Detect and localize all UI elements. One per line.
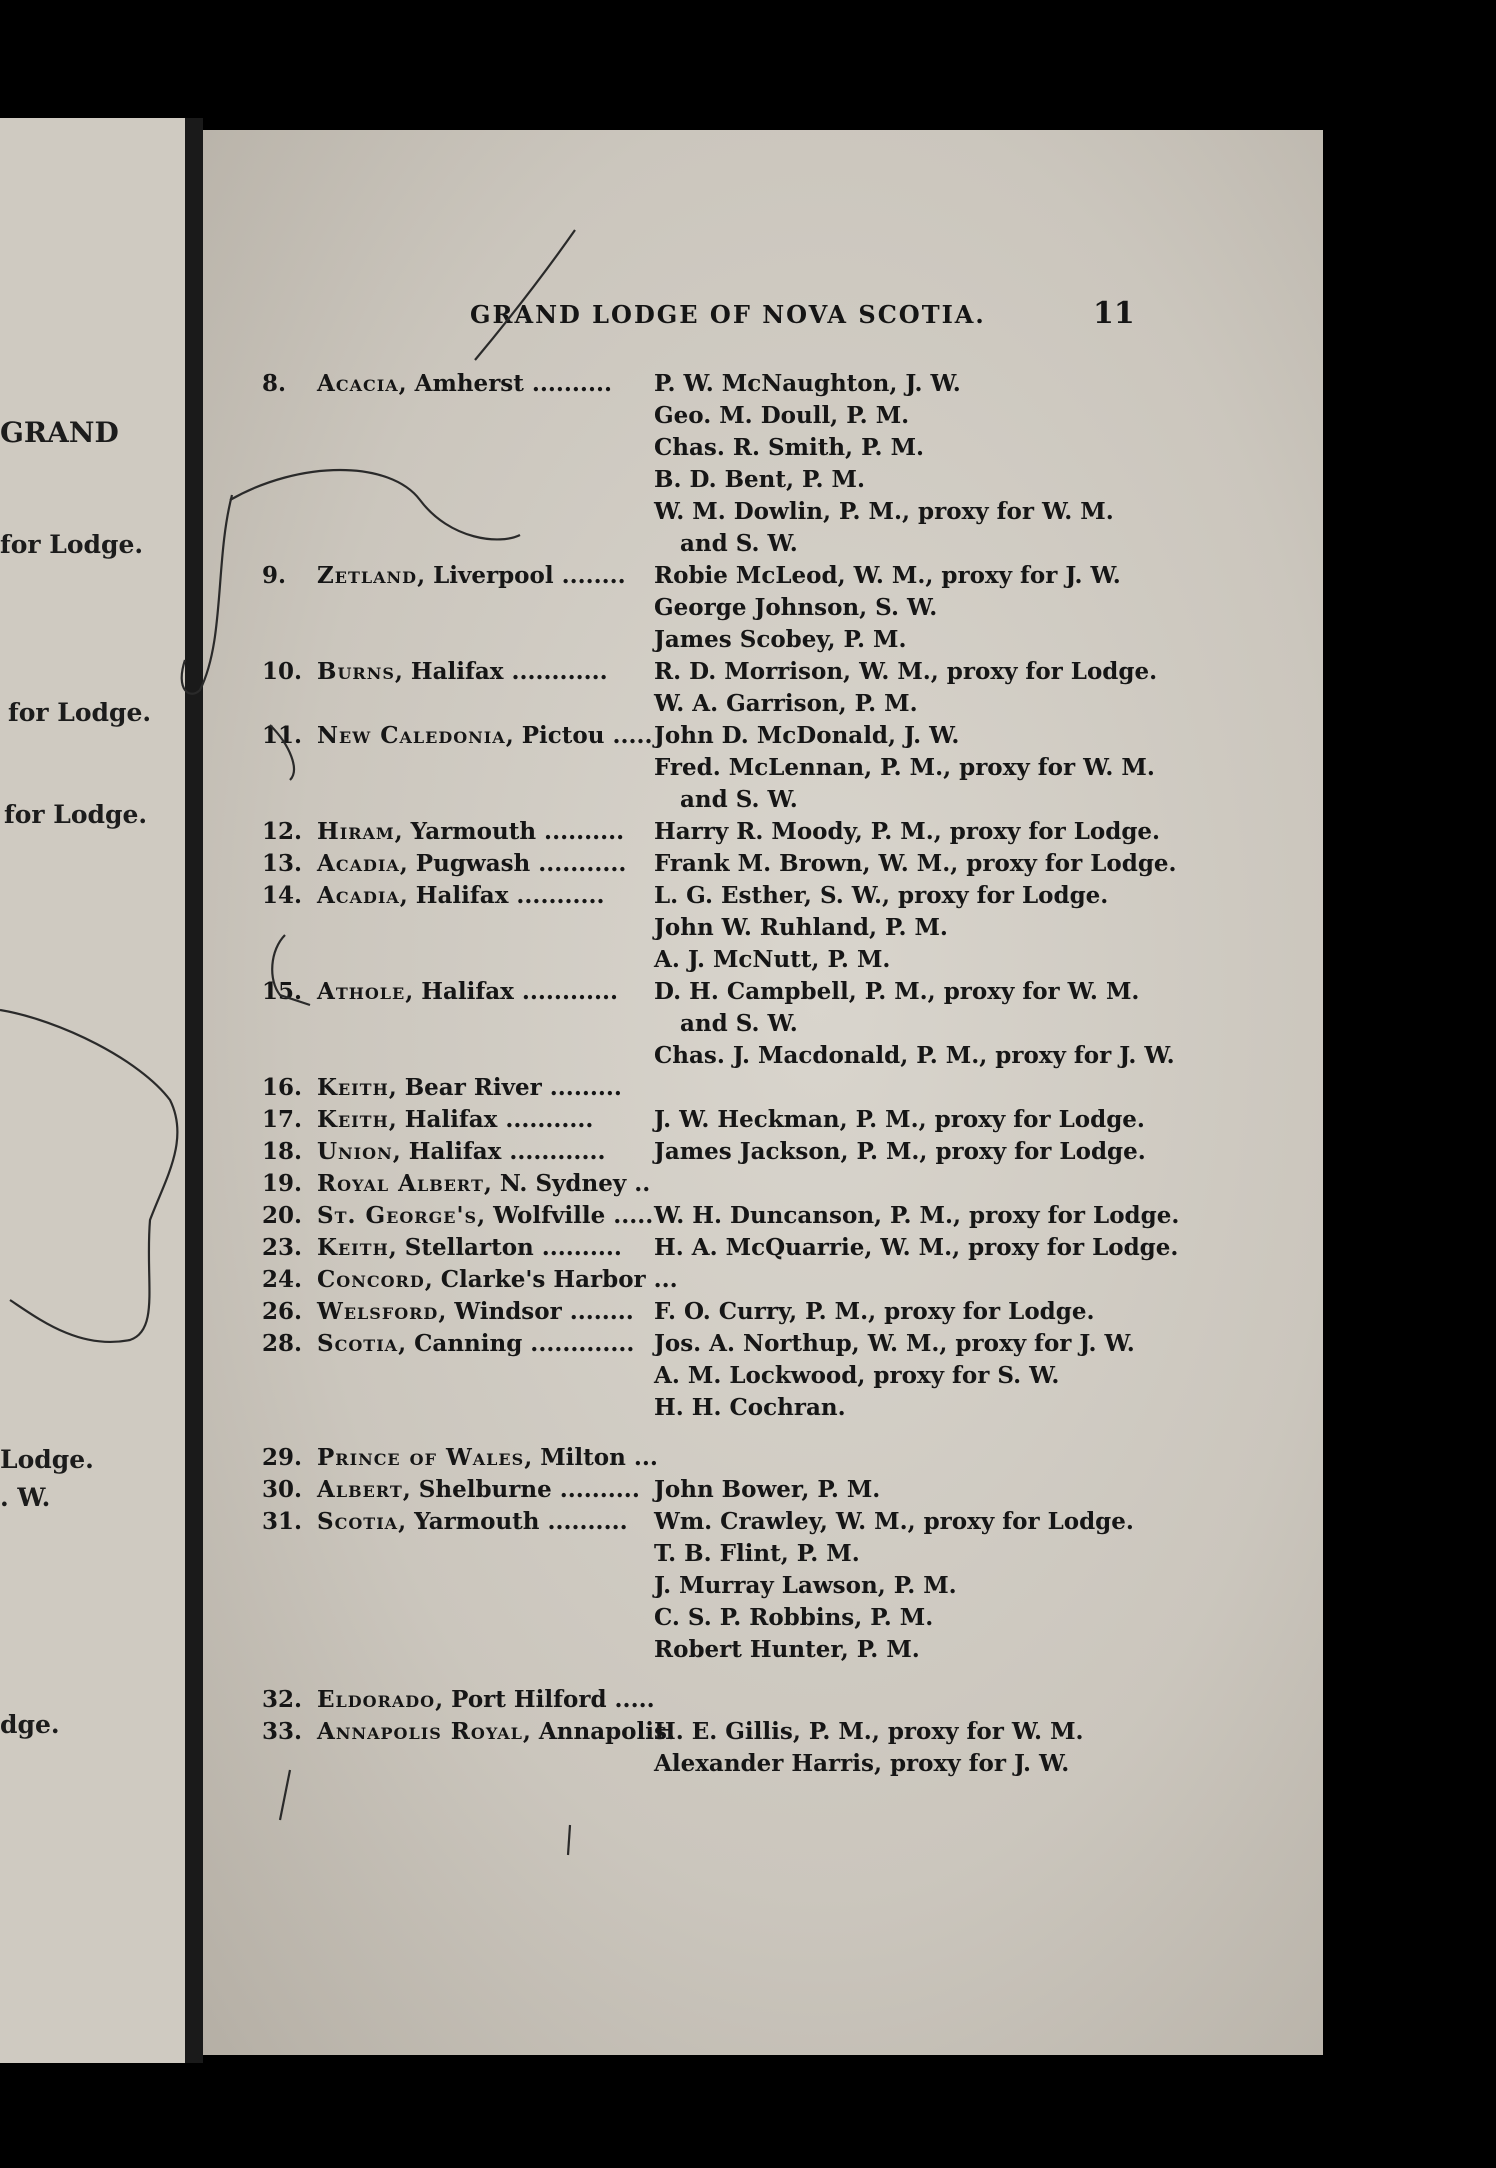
representative-continuation — [262, 1604, 1322, 1636]
representative: A. J. McNutt, P. M. — [654, 946, 891, 973]
representative: P. W. McNaughton, J. W. — [654, 370, 961, 397]
lodge-label — [317, 882, 605, 909]
representative-continuation — [262, 434, 1322, 466]
lodge-entry — [262, 1138, 1322, 1170]
representative: John Bower, P. M. — [654, 1476, 881, 1503]
lodge-entry — [262, 1202, 1322, 1234]
representative: H. A. McQuarrie, W. M., proxy for Lodge. — [654, 1234, 1179, 1261]
lodge-number: 31. — [262, 1508, 303, 1535]
lodge-number: 9. — [262, 562, 287, 589]
lodge-name: Keith — [317, 1074, 389, 1101]
lodge-entry — [262, 1298, 1322, 1330]
representative-continuation — [262, 690, 1322, 722]
representative: Chas. R. Smith, P. M. — [654, 434, 925, 461]
lodge-label — [317, 562, 626, 589]
lodge-number: 10. — [262, 658, 303, 685]
lodge-entry — [262, 1718, 1322, 1750]
lodge-number: 17. — [262, 1106, 303, 1133]
representative: George Johnson, S. W. — [654, 594, 938, 621]
spacer — [262, 1426, 1322, 1444]
lodge-number: 19. — [262, 1170, 303, 1197]
representative-continuation — [262, 1362, 1322, 1394]
representative: Fred. McLennan, P. M., proxy for W. M. — [654, 754, 1155, 781]
representative: L. G. Esther, S. W., proxy for Lodge. — [654, 882, 1109, 909]
representative: B. D. Bent, P. M. — [654, 466, 865, 493]
left-page-fragment: Lodge. — [0, 1445, 94, 1474]
representative-continuation — [262, 1750, 1322, 1782]
lodge-name: Union — [317, 1138, 393, 1165]
lodge-name: Albert — [317, 1476, 403, 1503]
lodge-place: , Pictou ..... — [505, 722, 653, 749]
lodge-number: 20. — [262, 1202, 303, 1229]
lodge-entry — [262, 1444, 1322, 1476]
lodge-place: , Shelburne .......... — [402, 1476, 640, 1503]
lodge-label — [317, 722, 653, 749]
lodge-place: , Clarke's Harbor ... — [424, 1266, 678, 1293]
representative: Frank M. Brown, W. M., proxy for Lodge. — [654, 850, 1177, 877]
lodge-number: 26. — [262, 1298, 303, 1325]
lodge-place: , Windsor ........ — [438, 1298, 634, 1325]
representative-continuation — [262, 754, 1322, 786]
lodge-place: , Halifax ........... — [388, 1106, 594, 1133]
lodge-entry — [262, 722, 1322, 754]
representative: H. H. Cochran. — [654, 1394, 846, 1421]
representative: A. M. Lockwood, proxy for S. W. — [654, 1362, 1060, 1389]
representative-continuation — [262, 1010, 1322, 1042]
lodge-name: Hiram — [317, 818, 395, 845]
lodge-name: Concord — [317, 1266, 425, 1293]
lodge-entry — [262, 370, 1322, 402]
left-page-fragment: GRAND — [0, 416, 119, 449]
representative-continuation — [262, 1636, 1322, 1668]
lodge-entry — [262, 562, 1322, 594]
lodge-label — [317, 1444, 658, 1471]
lodge-number: 24. — [262, 1266, 303, 1293]
lodge-name: Burns — [317, 658, 395, 685]
lodge-place: , Milton ... — [524, 1444, 658, 1471]
lodge-name: Prince of Wales — [317, 1444, 525, 1471]
lodge-place: , Wolfville ..... — [477, 1202, 654, 1229]
left-page-fragment: for Lodge. — [0, 530, 144, 559]
representative: Chas. J. Macdonald, P. M., proxy for J. W. — [654, 1042, 1175, 1069]
representative: Geo. M. Doull, P. M. — [654, 402, 910, 429]
lodge-label — [317, 658, 608, 685]
lodge-name: Welsford — [317, 1298, 439, 1325]
representative-continuation — [262, 786, 1322, 818]
representative: Alexander Harris, proxy for J. W. — [654, 1750, 1070, 1777]
representative-continuation — [262, 946, 1322, 978]
representative-continuation — [262, 1042, 1322, 1074]
lodge-label — [317, 1074, 622, 1101]
lodge-label — [317, 1170, 650, 1197]
representative: and S. W. — [680, 530, 798, 557]
representative-continuation — [262, 402, 1322, 434]
lodge-place: , Amherst .......... — [398, 370, 612, 397]
lodge-entry — [262, 1686, 1322, 1718]
lodge-name: Annapolis Royal — [317, 1718, 523, 1745]
representative: and S. W. — [680, 1010, 798, 1037]
representative: Robert Hunter, P. M. — [654, 1636, 920, 1663]
representative: D. H. Campbell, P. M., proxy for W. M. — [654, 978, 1140, 1005]
lodge-label — [317, 1106, 593, 1133]
lodge-number: 11. — [262, 722, 303, 749]
lodge-entry — [262, 978, 1322, 1010]
lodge-number: 29. — [262, 1444, 303, 1471]
representative: W. H. Duncanson, P. M., proxy for Lodge. — [654, 1202, 1180, 1229]
lodge-name: New Caledonia — [317, 722, 506, 749]
lodge-place: , Halifax ............ — [394, 658, 608, 685]
lodge-entry — [262, 1234, 1322, 1266]
lodge-name: Athole — [317, 978, 406, 1005]
lodge-entry — [262, 1476, 1322, 1508]
lodge-number: 28. — [262, 1330, 303, 1357]
lodge-number: 15. — [262, 978, 303, 1005]
representative-continuation — [262, 1572, 1322, 1604]
lodge-entry — [262, 882, 1322, 914]
lodge-name: Keith — [317, 1106, 389, 1133]
left-page-fragment: for Lodge. — [8, 698, 152, 727]
lodge-label — [317, 370, 612, 397]
representative: F. O. Curry, P. M., proxy for Lodge. — [654, 1298, 1095, 1325]
representative: R. D. Morrison, W. M., proxy for Lodge. — [654, 658, 1158, 685]
lodge-number: 12. — [262, 818, 303, 845]
representative-continuation — [262, 466, 1322, 498]
lodge-place: , Port Hilford ..... — [435, 1686, 655, 1713]
lodge-place: , Annapolis. — [522, 1718, 675, 1745]
lodge-entry — [262, 1106, 1322, 1138]
lodge-name: Royal Albert — [317, 1170, 484, 1197]
lodge-entry — [262, 1074, 1322, 1106]
lodge-place: , Stellarton .......... — [388, 1234, 622, 1261]
lodge-place: , Bear River ......... — [388, 1074, 622, 1101]
lodge-name: Acacia — [317, 370, 399, 397]
representative-continuation — [262, 1394, 1322, 1426]
lodge-place: , Yarmouth .......... — [398, 1508, 628, 1535]
left-page-fragment: for Lodge. — [4, 800, 148, 829]
lodge-place: , Halifax ............ — [392, 1138, 606, 1165]
lodge-number: 30. — [262, 1476, 303, 1503]
lodge-number: 13. — [262, 850, 303, 877]
lodge-number: 32. — [262, 1686, 303, 1713]
representative-continuation — [262, 498, 1322, 530]
lodge-place: , Pugwash ........... — [399, 850, 627, 877]
lodge-name: St. George's — [317, 1202, 478, 1229]
page-number: 11 — [1093, 296, 1135, 331]
representative: James Scobey, P. M. — [654, 626, 907, 653]
lodge-label — [317, 1330, 634, 1357]
representative: and S. W. — [680, 786, 798, 813]
representative-continuation — [262, 530, 1322, 562]
lodge-number: 8. — [262, 370, 287, 397]
representative: T. B. Flint, P. M. — [654, 1540, 860, 1567]
lodge-number: 33. — [262, 1718, 303, 1745]
lodge-entry — [262, 1508, 1322, 1540]
lodge-place: , Liverpool ........ — [417, 562, 626, 589]
lodge-label — [317, 1686, 655, 1713]
lodge-label — [317, 1202, 653, 1229]
lodge-entry — [262, 818, 1322, 850]
lodge-entry — [262, 850, 1322, 882]
lodge-entry — [262, 1330, 1322, 1362]
lodge-place: , Canning ............. — [398, 1330, 635, 1357]
lodge-label — [317, 850, 626, 877]
lodge-place: , Halifax ............ — [405, 978, 618, 1005]
representative-continuation — [262, 914, 1322, 946]
representative: H. E. Gillis, P. M., proxy for W. M. — [654, 1718, 1084, 1745]
lodge-name: Keith — [317, 1234, 389, 1261]
lodge-label — [317, 818, 624, 845]
lodge-label — [317, 1138, 605, 1165]
lodge-entry — [262, 1266, 1322, 1298]
page-title: GRAND LODGE OF NOVA SCOTIA. — [470, 300, 986, 329]
lodge-place: , Yarmouth .......... — [394, 818, 625, 845]
lodge-label — [317, 1266, 678, 1293]
lodge-label — [317, 1234, 622, 1261]
lodge-name: Scotia — [317, 1508, 399, 1535]
representative: Jos. A. Northup, W. M., proxy for J. W. — [654, 1330, 1135, 1357]
representative: Robie McLeod, W. M., proxy for J. W. — [654, 562, 1121, 589]
left-page-fragment: . W. — [0, 1483, 51, 1512]
lodge-name: Zetland — [317, 562, 418, 589]
representative: J. W. Heckman, P. M., proxy for Lodge. — [654, 1106, 1145, 1133]
lodge-number: 23. — [262, 1234, 303, 1261]
left-page-edge — [0, 118, 185, 2063]
lodge-representative-list — [262, 370, 1322, 1782]
lodge-place: , Halifax ........... — [399, 882, 605, 909]
book-gutter — [185, 118, 203, 2063]
lodge-label — [317, 978, 618, 1005]
representative: John D. McDonald, J. W. — [654, 722, 960, 749]
representative-continuation — [262, 626, 1322, 658]
representative: W. A. Garrison, P. M. — [654, 690, 918, 717]
lodge-name: Acadia — [317, 882, 400, 909]
lodge-entry — [262, 1170, 1322, 1202]
lodge-name: Acadia — [317, 850, 400, 877]
representative: Harry R. Moody, P. M., proxy for Lodge. — [654, 818, 1161, 845]
representative-continuation — [262, 1540, 1322, 1572]
spacer — [262, 1668, 1322, 1686]
representative: James Jackson, P. M., proxy for Lodge. — [654, 1138, 1146, 1165]
representative: C. S. P. Robbins, P. M. — [654, 1604, 934, 1631]
lodge-label — [317, 1298, 634, 1325]
lodge-label — [317, 1718, 675, 1745]
representative: Wm. Crawley, W. M., proxy for Lodge. — [654, 1508, 1134, 1535]
lodge-label — [317, 1476, 640, 1503]
representative: John W. Ruhland, P. M. — [654, 914, 948, 941]
lodge-entry — [262, 658, 1322, 690]
representative: W. M. Dowlin, P. M., proxy for W. M. — [654, 498, 1114, 525]
lodge-number: 16. — [262, 1074, 303, 1101]
representative: J. Murray Lawson, P. M. — [654, 1572, 957, 1599]
lodge-number: 14. — [262, 882, 303, 909]
representative-continuation — [262, 594, 1322, 626]
lodge-name: Eldorado — [317, 1686, 436, 1713]
lodge-name: Scotia — [317, 1330, 399, 1357]
lodge-number: 18. — [262, 1138, 303, 1165]
left-page-fragment: dge. — [0, 1710, 60, 1739]
lodge-place: , N. Sydney .. — [483, 1170, 651, 1197]
lodge-label — [317, 1508, 628, 1535]
